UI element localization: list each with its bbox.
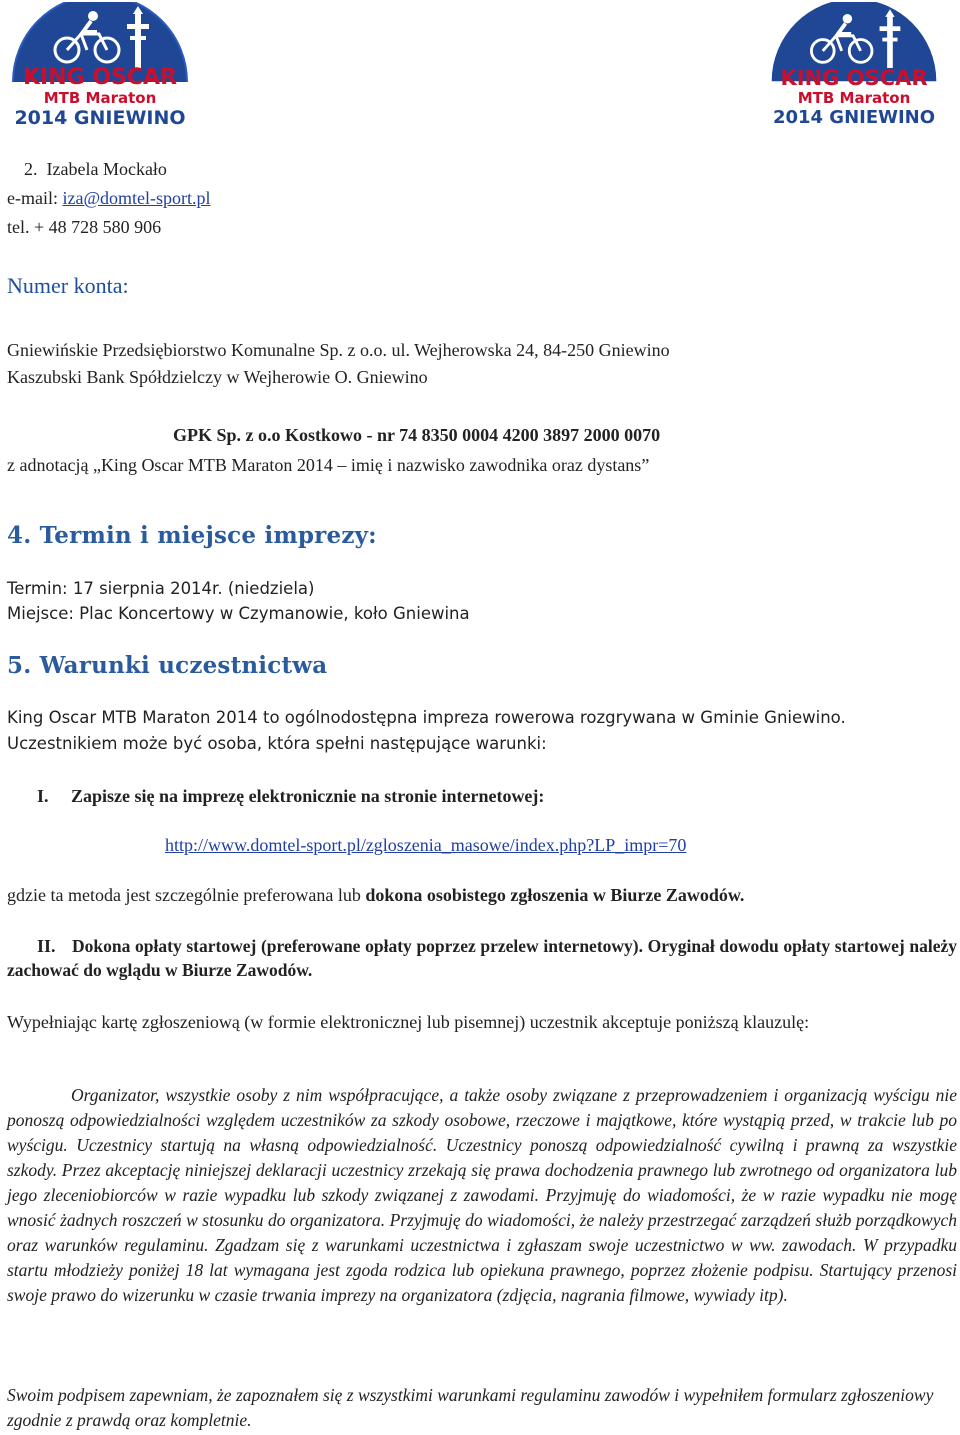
logo-title: KING OSCAR bbox=[780, 66, 928, 90]
condition-2-number: II. bbox=[37, 936, 56, 956]
contact-number: 2. bbox=[24, 159, 38, 179]
event-logo-right bbox=[766, 2, 942, 137]
signature-statement: Swoim podpisem zapewniam, że zapoznałem się z wszystkimi warunkami regulaminu zawodów i wypełniłem formularz zgłoszeniowy zgodnie z prawdą oraz kompletnie. bbox=[7, 1385, 934, 1430]
conditions-intro-2: Uczestnikiem może być osoba, która spełni następujące warunki: bbox=[7, 734, 547, 753]
logo-year: 2014 GNIEWINO bbox=[14, 107, 186, 129]
account-heading: Numer konta: bbox=[7, 273, 129, 298]
email-label: e-mail: bbox=[7, 188, 63, 208]
contact-email-line bbox=[7, 187, 211, 209]
condition-1-note-bold: dokona osobistego zgłoszenia w Biurze Zawodów. bbox=[365, 885, 745, 905]
account-company: Gniewińskie Przedsiębiorstwo Komunalne Sp. z o.o. ul. Wejherowska 24, 84-250 Gniewino bbox=[7, 340, 670, 360]
event-place: Miejsce: Plac Koncertowy w Czymanowie, koło Gniewina bbox=[7, 604, 470, 623]
condition-2-text: Dokona opłaty startowej (preferowane opłaty poprzez przelew internetowy). Oryginał dowodu opłaty startowej należy zachować do wglądu w Biurze Zawodów. bbox=[7, 936, 957, 980]
contact-phone: tel. + 48 728 580 906 bbox=[7, 217, 162, 237]
contact-name: Izabela Mockało bbox=[46, 159, 167, 179]
condition-1-number: I. bbox=[37, 786, 49, 806]
registration-link[interactable]: http://www.domtel-sport.pl/zgloszenia_masowe/index.php?LP_impr=70 bbox=[165, 835, 687, 855]
clause-body: Organizator, wszystkie osoby z nim współpracujące, a także osoby związane z przeprowadzeniem i organizacją wyścigu nie ponoszą odpowiedzialności względem uczestników za szkody osobowe, rzeczowe i majątkowe, które wystąpią przed, w trakcie lub po wyścigu. Uczestnicy startują na własną odpowiedzialność. Uczestnicy ponoszą odpowiedzialność cywilną i prawną za wszystkie szkody. Przez akceptację niniejszej deklaracji uczestnicy zrzekają się prawa dochodzenia prawnego lub zwrotnego od organizatora lub jego zleceniobiorców w razie wypadku lub szkody związanej z zawodami. Przyjmuję do wiadomości, że w razie wypadku nie mogę wnosić żadnych roszczeń w stosunku do organizatora. Przyjmuję do wiadomości, że należy przestrzegać zarządzeń służb porządkowych oraz warunków regulaminu. Zgadzam się z warunkami uczestnictwa i zgłaszam swoje uczestnictwo w ww. zawodach. W przypadku startu młodzieży poniżej 18 lat wymagana jest zgoda rodzica lub opiekuna prawnego, poprzez złożenie podpisu. Startujący przenosi swoje prawo do wizerunku w czasie trwania imprezy na organizatora (zdjęcia, nagrania filmowe, wywiady itp). bbox=[7, 1085, 957, 1305]
email-link[interactable]: iza@domtel-sport.pl bbox=[62, 188, 211, 208]
section5-heading: 5. Warunki uczestnictwa bbox=[7, 652, 328, 679]
account-bank: Kaszubski Bank Spółdzielczy w Wejherowie O. Gniewino bbox=[7, 367, 428, 387]
clause-intro: Wypełniając kartę zgłoszeniową (w formie elektronicznej lub pisemnej) uczestnik akceptuje poniższą klauzulę: bbox=[7, 1012, 810, 1032]
condition-1-note bbox=[7, 884, 744, 906]
condition-1-text: Zapisze się na imprezę elektronicznie na stronie internetowej: bbox=[71, 786, 545, 806]
logo-subtitle: MTB Maraton bbox=[43, 89, 157, 107]
condition-1-note-plain: gdzie ta metoda jest szczególnie preferowana lub bbox=[7, 885, 366, 905]
account-note: z adnotacją „King Oscar MTB Maraton 2014 – imię i nazwisko zawodnika oraz dystans” bbox=[7, 455, 650, 475]
event-logo-left bbox=[7, 2, 193, 137]
account-number: GPK Sp. z o.o Kostkowo - nr 74 8350 0004 4200 3897 2000 0070 bbox=[173, 425, 661, 445]
contact-person bbox=[24, 158, 167, 180]
logo-subtitle: MTB Maraton bbox=[797, 89, 911, 107]
logo-year: 2014 GNIEWINO bbox=[772, 107, 936, 128]
logo-title: KING OSCAR bbox=[22, 65, 178, 90]
event-date: Termin: 17 sierpnia 2014r. (niedziela) bbox=[7, 579, 315, 598]
section4-heading: 4. Termin i miejsce imprezy: bbox=[7, 522, 377, 549]
conditions-intro: King Oscar MTB Maraton 2014 to ogólnodostępna impreza rowerowa rozgrywana w Gminie Gniewino. bbox=[7, 708, 846, 727]
